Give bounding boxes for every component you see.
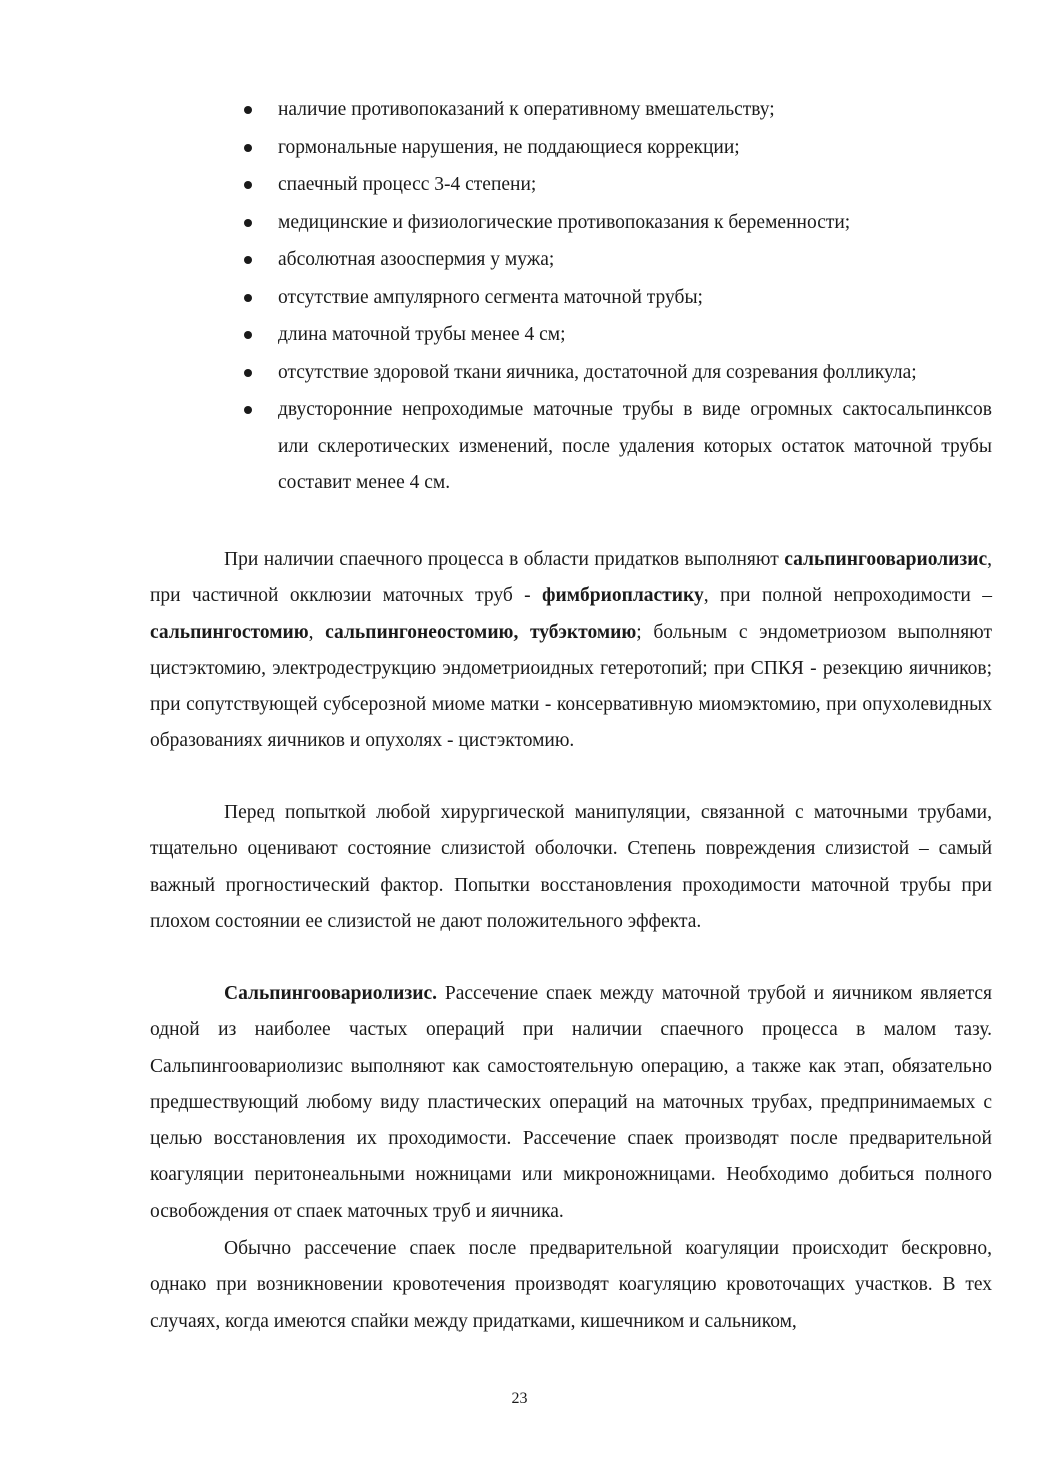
bold-term: сальпингоовариолизис bbox=[784, 549, 988, 570]
page-number: 23 bbox=[511, 1390, 528, 1407]
list-item: двусторонние непроходимые маточные трубы в виде огромных сактосальпинксов или склеротических изменений, после удаления которых остаток маточной трубы составит менее 4 см. bbox=[240, 392, 992, 502]
bullet-icon bbox=[244, 369, 252, 377]
list-item: гормональные нарушения, не поддающиеся коррекции; bbox=[240, 130, 992, 167]
bullet-icon bbox=[244, 256, 252, 264]
bullet-icon bbox=[244, 181, 252, 189]
bullet-icon bbox=[244, 106, 252, 114]
list-item: отсутствие здоровой ткани яичника, достаточной для созревания фолликула; bbox=[240, 355, 992, 392]
paragraph-mucosa-assessment: Перед попыткой любой хирургической манипуляции, связанной с маточными трубами, тщательно оценивают состояние слизистой оболочки. Степень повреждения слизистой – самый важный прогностический фактор. Попытки восстановления проходимости маточной трубы при плохом состоянии ее слизистой не дают положительного эффекта. bbox=[150, 802, 992, 932]
list-item: абсолютная азооспермия у мужа; bbox=[240, 242, 992, 279]
list-item: спаечный процесс 3-4 степени; bbox=[240, 167, 992, 204]
list-item: длина маточной трубы менее 4 см; bbox=[240, 317, 992, 354]
contraindications-list bbox=[240, 92, 992, 503]
bullet-icon bbox=[244, 331, 252, 339]
bullet-icon bbox=[244, 406, 252, 414]
paragraph-coagulation: Обычно рассечение спаек после предварительной коагуляции происходит бескровно, однако при возникновении кровотечения производят коагуляцию кровоточащих участков. В тех случаях, когда имеются спайки между придатками, кишечником и сальником, bbox=[150, 1238, 992, 1332]
bullet-icon bbox=[244, 219, 252, 227]
list-item: отсутствие ампулярного сегмента маточной трубы; bbox=[240, 280, 992, 317]
list-item: наличие противопоказаний к оперативному вмешательству; bbox=[240, 92, 992, 129]
bullet-icon bbox=[244, 144, 252, 152]
bold-term: сальпингонеостомию, тубэктомию bbox=[325, 621, 637, 643]
section-heading: Сальпингоовариолизис. bbox=[224, 983, 437, 1004]
paragraph-surgery-options: При наличии спаечного процесса в области придатков выполняют сальпингоовариолизис, при частичной окклюзии маточных труб - фимбриопластику, при полной непроходимости – сальпингостомию, сальпингонеостомию, тубэктомию; больным с эндометриозом выполняют цистэктомию, электродеструкцию эндометриоидных гетеротопий; при СПКЯ - резекцию яичников; при сопутствующей субсерозной миоме матки - консервативную миомэктомию, при опухолевидных образованиях яичников и опухолях - цистэктомию. bbox=[150, 549, 993, 752]
bullet-icon bbox=[244, 294, 252, 302]
paragraph-salpingoovariolysis: Сальпингоовариолизис. Рассечение спаек между маточной трубой и яичником является одной из наиболее частых операций при наличии спаечного процесса в малом тазу. Сальпингоовариолизис выполняют как самостоятельную операцию, а также как этап, обязательно предшествующий любому виду пластических операций на маточных трубах, предпринимаемых с целью восстановления их проходимости. Рассечение спаек производят после предварительной коагуляции перитонеальными ножницами или микроножницами. Необходимо добиться полного освобождения от спаек маточных труб и яичника. bbox=[150, 983, 992, 1222]
bold-term: фимбриопластику bbox=[542, 585, 704, 607]
bold-term: сальпингостомию bbox=[150, 621, 309, 643]
list-item: медицинские и физиологические противопоказания к беременности; bbox=[240, 205, 992, 242]
